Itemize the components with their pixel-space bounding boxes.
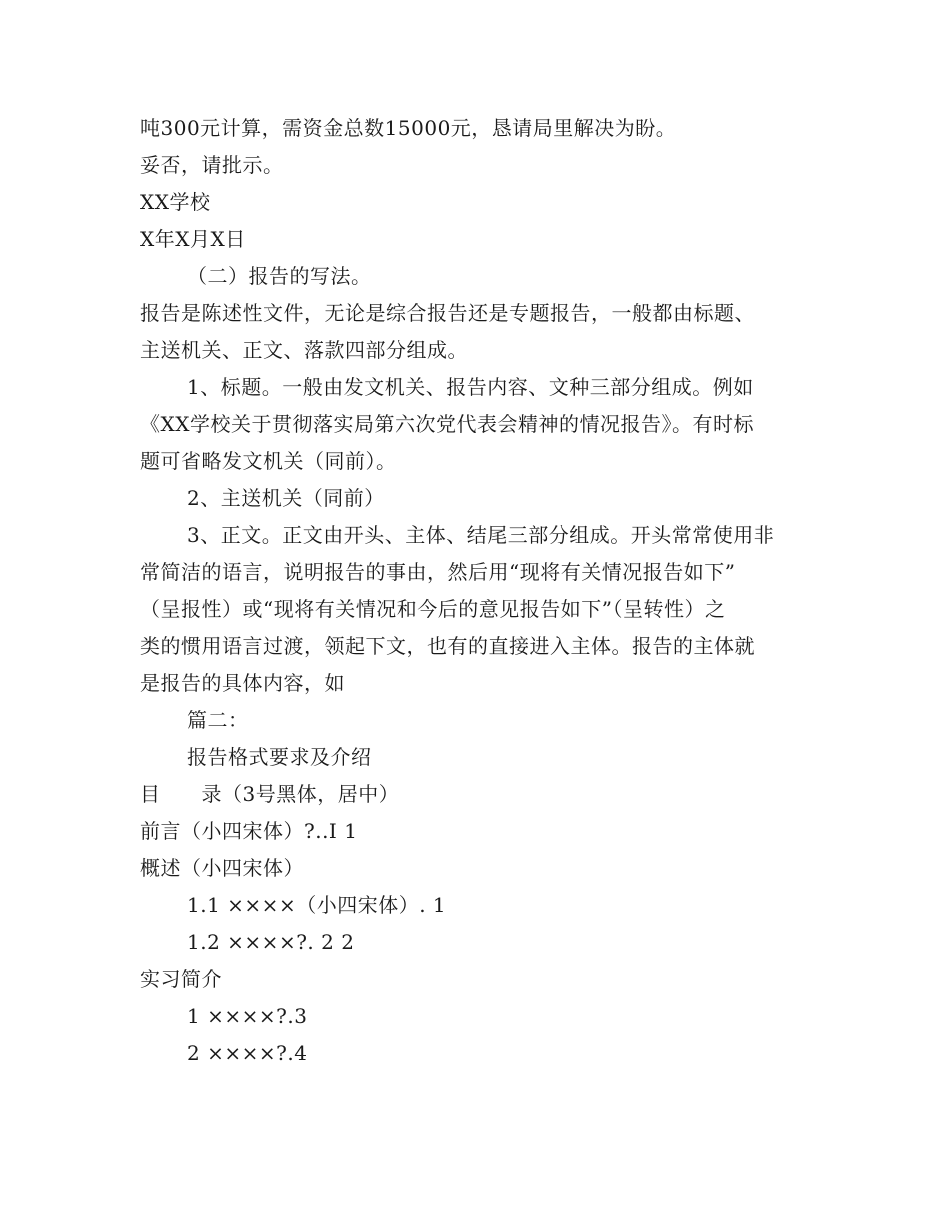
toc-entry-1-2: 1.2 ××××?. 2 2 — [187, 930, 355, 954]
section-heading-writing: （二）报告的写法。 — [187, 264, 372, 288]
text-line-6: 报告是陈述性文件，无论是综合报告还是专题报告，一般都由标题、 — [140, 301, 755, 325]
text-line-10: 题可省略发文机关（同前）。 — [140, 449, 397, 473]
toc-entry-2: 2 ××××?.4 — [187, 1041, 308, 1065]
text-line-14: （呈报性）或“现将有关情况和今后的意见报告如下”（呈转性）之 — [140, 597, 726, 621]
text-line-8: 1、标题。一般由发文机关、报告内容、文种三部分组成。例如 — [187, 375, 754, 399]
text-line-16: 是报告的具体内容，如 — [140, 671, 345, 695]
toc-entry-preface: 前言（小四宋体）?..Ⅰ 1 — [140, 819, 358, 843]
toc-entry-internship: 实习简介 — [140, 967, 222, 991]
section-heading-part-two: 篇二： — [187, 708, 249, 732]
text-line-7: 主送机关、正文、落款四部分组成。 — [140, 338, 468, 362]
toc-heading: 目 录（3号黑体，居中） — [140, 782, 400, 806]
text-line-9: 《XX学校关于贯彻落实局第六次党代表会精神的情况报告》。有时标 — [140, 412, 754, 436]
toc-entry-1: 1 ××××?.3 — [187, 1004, 308, 1028]
text-line-15: 类的惯用语言过渡，领起下文，也有的直接进入主体。报告的主体就 — [140, 634, 755, 658]
section-title-report-format: 报告格式要求及介绍 — [187, 745, 372, 769]
text-line-4: X年X月X日 — [140, 227, 246, 251]
text-line-1: 吨300元计算，需资金总数15000元，恳请局里解决为盼。 — [140, 116, 677, 140]
text-line-13: 常简洁的语言，说明报告的事由，然后用“现将有关情况报告如下” — [140, 560, 736, 584]
toc-entry-1-1: 1.1 ××××（小四宋体）. 1 — [187, 893, 447, 917]
text-line-2: 妥否，请批示。 — [140, 153, 284, 177]
toc-entry-overview: 概述（小四宋体） — [140, 856, 304, 880]
text-line-3: XX学校 — [140, 190, 211, 214]
text-line-12: 3、正文。正文由开头、主体、结尾三部分组成。开头常常使用非 — [187, 523, 775, 547]
text-line-11: 2、主送机关（同前） — [187, 486, 385, 510]
